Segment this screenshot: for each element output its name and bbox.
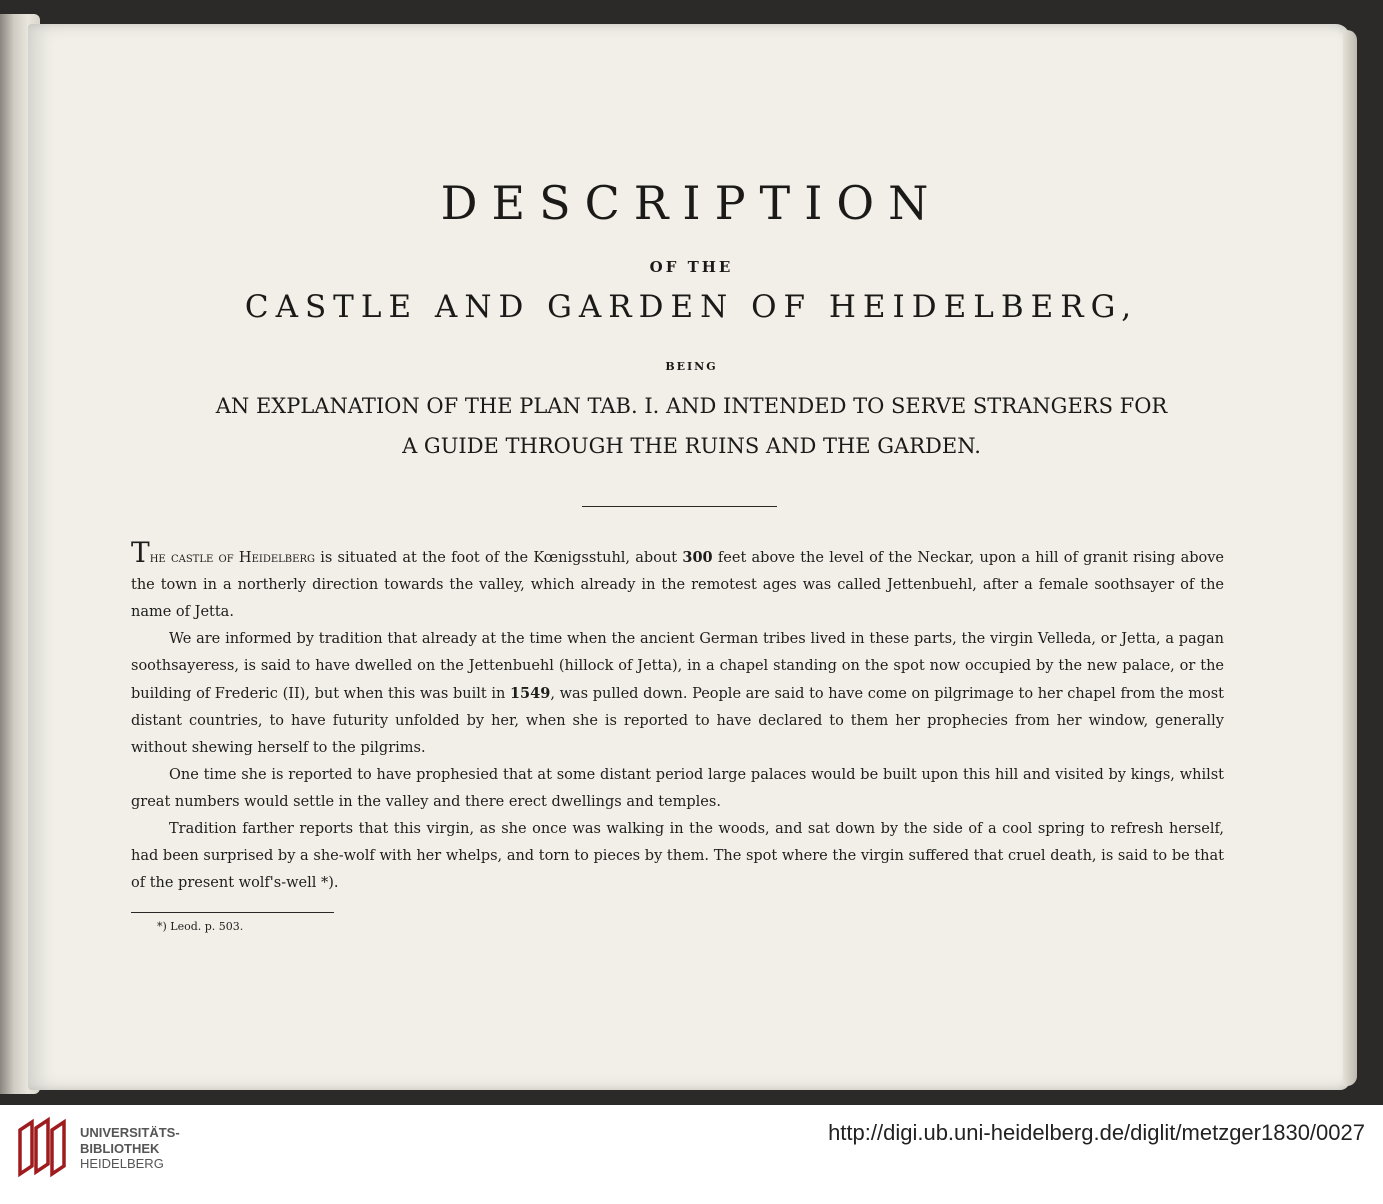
title-being: BEING (665, 360, 718, 373)
title-divider (582, 506, 777, 507)
paragraph-2 (131, 626, 1224, 762)
paragraph-3: One time she is reported to have prophesied that at some distant period large palaces would be built upon this hill and visited by kings, whilst great numbers would settle in the valley and there erect dwellings and temples. (131, 767, 1224, 810)
footnote-rule (131, 912, 334, 913)
paragraph-2-text-b: , was pulled down. People are said to have come on pilgrimage to her chapel from the most distant countries, to have futurity unfolded by her, when she is reported to have declared to them her prophecies from her window, generally without shewing herself to the pilgrims. (131, 686, 1224, 756)
title-description: DESCRIPTION (440, 176, 943, 230)
subtitle-explanation-line2: A GUIDE THROUGH THE RUINS AND THE GARDEN. (402, 434, 981, 458)
paragraph-1 (131, 536, 1225, 626)
paragraph-1-text-a: is situated at the foot of the Kœnigsstuhl, about (314, 550, 683, 566)
source-url[interactable]: http://digi.ub.uni-heidelberg.de/diglit/metzger1830/0027 (828, 1120, 1365, 1145)
logo-line-1: UNIVERSITÄTS- (80, 1125, 180, 1140)
footnote: *) Leod. p. 503. (157, 920, 244, 933)
paragraph-2-year: 1549 (509, 685, 551, 702)
title-of-the: OF THE (649, 258, 734, 276)
body-text (131, 536, 1225, 897)
subtitle-explanation-line1: AN EXPLANATION OF THE PLAN TAB. I. AND INTENDED TO SERVE STRANGERS FOR (215, 394, 1168, 418)
paragraph-1-text-b: feet above the level of the Neckar, upon a hill of granit rising above the town in a northerly direction towards the valley, which already in the remotest ages was called Jettenbuehl, after a female soothsayer of the name of Jetta. (131, 550, 1225, 620)
logo-line-2: BIBLIOTHEK (80, 1140, 160, 1156)
smallcaps-lead: he castle of Heidelberg (149, 550, 315, 566)
paragraph-1-number: 300 (682, 549, 713, 566)
library-logo-icon (14, 1116, 70, 1178)
paragraph-4: Tradition farther reports that this virgin, as she once was walking in the woods, and sat down by the side of a cool spring to refresh herself, had been surprised by a she-wolf with her whelps, and torn to pieces by them. The spot where the virgin suffered that cruel death, is said to be that of the present wolf's-well *). (131, 821, 1224, 891)
drop-cap: T (131, 536, 150, 569)
title-castle-garden: CASTLE AND GARDEN OF HEIDELBERG, (244, 289, 1139, 325)
logo-line-3: HEIDELBERG (80, 1156, 164, 1171)
paragraph-2-text-a: We are informed by tradition that already at the time when the ancient German tribes lived in these parts, the virgin Velleda, or Jetta, a pagan soothsayeress, is said to have dwelled on the Jettenbuehl (hillock of Jetta), in a chapel standing on the spot now occupied by the new palace, or the building of Frederic (II), but when this was built in (131, 631, 1224, 702)
library-logo-text (80, 1125, 180, 1172)
